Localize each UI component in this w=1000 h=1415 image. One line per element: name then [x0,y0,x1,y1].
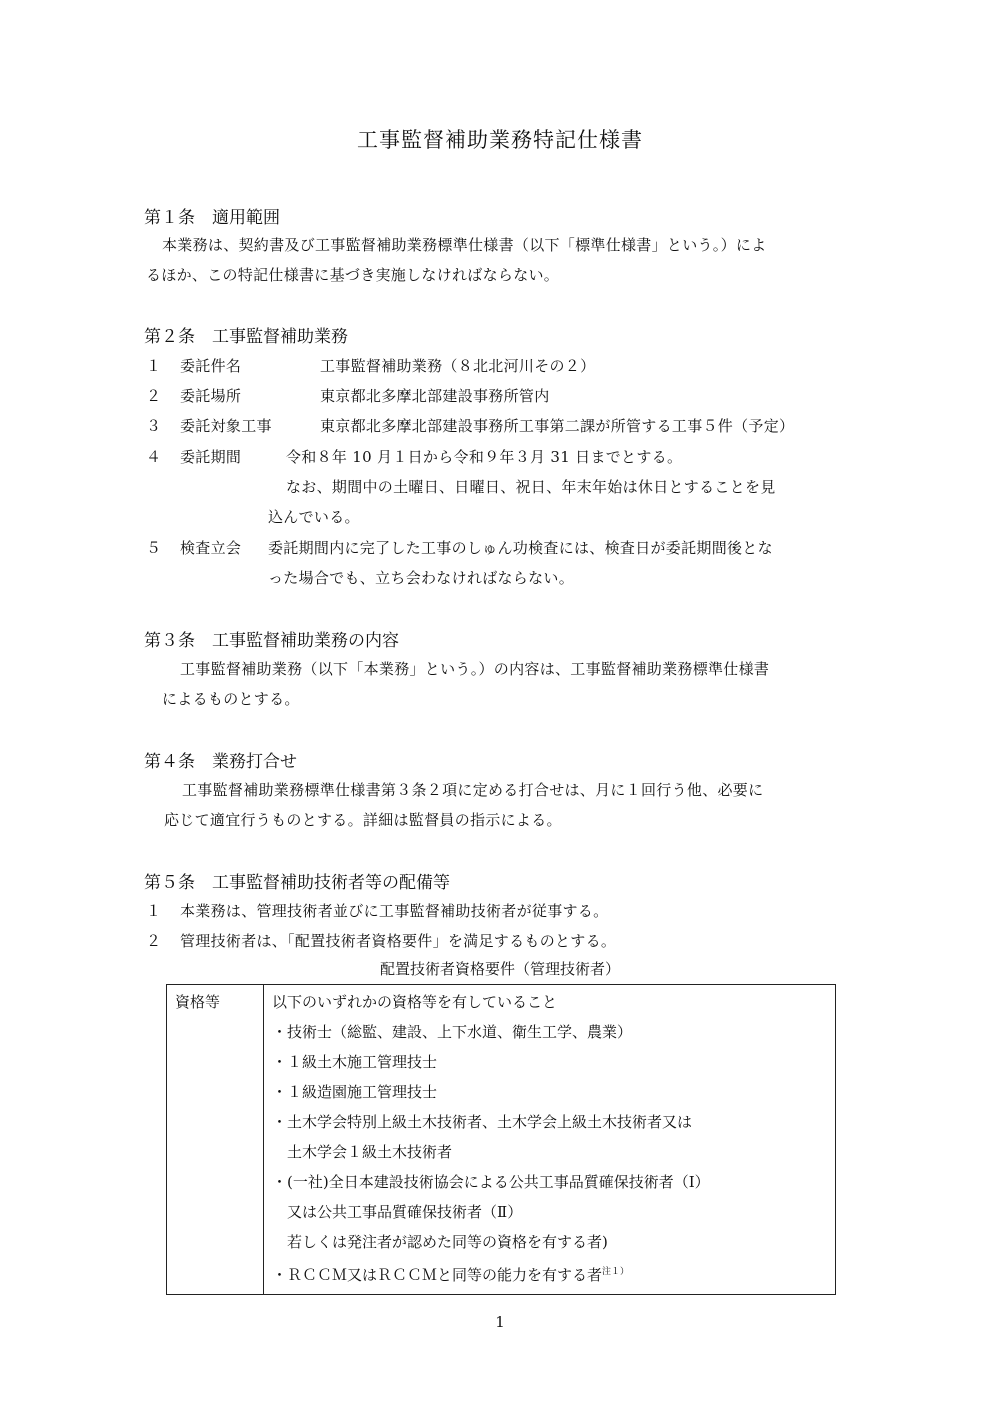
table-line: ・技術士（総監、建設、上下水道、衛生工学、農業） [272,1023,633,1041]
item-number: ５ [146,539,162,557]
footnote-ref: 注１） [602,1267,630,1277]
article-2-heading: 第２条 工事監督補助業務 [144,327,348,347]
item-label: 検査立会 [180,539,242,557]
table-line: 又は公共工事品質確保技術者（Ⅱ） [272,1203,523,1221]
article-3-text-line-2: によるものとする。 [162,690,300,708]
item-value-continued: った場合でも、立ち会わなければならない。 [268,569,575,587]
page-number: 1 [495,1313,505,1331]
item-label: 委託場所 [180,387,242,405]
article-1-text-line-2: るほか、この特記仕様書に基づき実施しなければならない。 [146,266,560,284]
item-number: ３ [146,417,162,435]
table-content-cell [264,985,836,1295]
item-number: １ [146,357,162,375]
article-5-heading: 第５条 工事監督補助技術者等の配備等 [144,873,450,893]
article-1-text-line-1: 本業務は、契約書及び工事監督補助業務標準仕様書（以下「標準仕様書」という。）によ [162,236,767,254]
table-line [272,1257,827,1290]
item-label: 委託件名 [180,357,242,375]
item-label: 委託対象工事 [180,417,272,435]
article-3-text-line-1: 工事監督補助業務（以下「本業務」という。）の内容は、工事監督補助業務標準仕様書 [180,660,770,678]
item-text: 本業務は、管理技術者並びに工事監督補助技術者が従事する。 [180,902,609,920]
item-label: 委託期間 [180,448,242,466]
table-line: 若しくは発注者が認めた同等の資格を有する者) [272,1233,608,1251]
table-line: ・(一社)全日本建設技術協会による公共工事品質確保技術者（Ⅰ） [272,1173,710,1191]
table-last-line: ・ＲＣＣＭ又はＲＣＣＭと同等の能力を有する者 [272,1266,603,1284]
article-1-heading: 第１条 適用範囲 [144,208,280,228]
table-label: 資格等 [175,993,221,1011]
table-line: ・１級土木施工管理技士 [272,1053,438,1071]
item-number: ２ [146,387,162,405]
item-number: ２ [146,932,162,950]
document-title: 工事監督補助業務特記仕様書 [357,128,643,152]
table-row [167,985,836,1295]
item-number: ４ [146,448,162,466]
table-line: 土木学会１級土木技術者 [272,1143,453,1161]
item-note: なお、期間中の土曜日、日曜日、祝日、年末年始は休日とすることを見 [286,478,776,496]
article-4-text-line-2: 応じて適宜行うものとする。詳細は監督員の指示による。 [164,811,562,829]
item-text: 管理技術者は、「配置技術者資格要件」を満足するものとする。 [180,932,617,950]
article-3-heading: 第３条 工事監督補助業務の内容 [144,631,399,651]
item-value: 工事監督補助業務（８北北河川その２） [320,357,596,375]
table-line: ・１級造園施工管理技士 [272,1083,438,1101]
table-label-cell [167,985,264,1295]
item-value: 東京都北多摩北部建設事務所管内 [320,387,550,405]
table-line: 以下のいずれかの資格等を有していること [272,993,558,1011]
table-caption: 配置技術者資格要件（管理技術者） [379,960,620,978]
qualification-table [166,984,836,1295]
item-number: １ [146,902,162,920]
article-4-text-line-1: 工事監督補助業務標準仕様書第３条２項に定める打合せは、月に１回行う他、必要に [182,781,764,799]
article-4-heading: 第４条 業務打合せ [144,752,297,772]
item-value: 令和８年 10 月１日から令和９年３月 31 日までとする。 [286,448,683,466]
item-note: 込んでいる。 [268,508,360,526]
table-line: ・土木学会特別上級土木技術者、土木学会上級土木技術者又は [272,1113,693,1131]
item-value: 委託期間内に完了した工事のしゅん功検査には、検査日が委託期間後とな [268,539,773,557]
item-value: 東京都北多摩北部建設事務所工事第二課が所管する工事５件（予定） [320,417,795,435]
